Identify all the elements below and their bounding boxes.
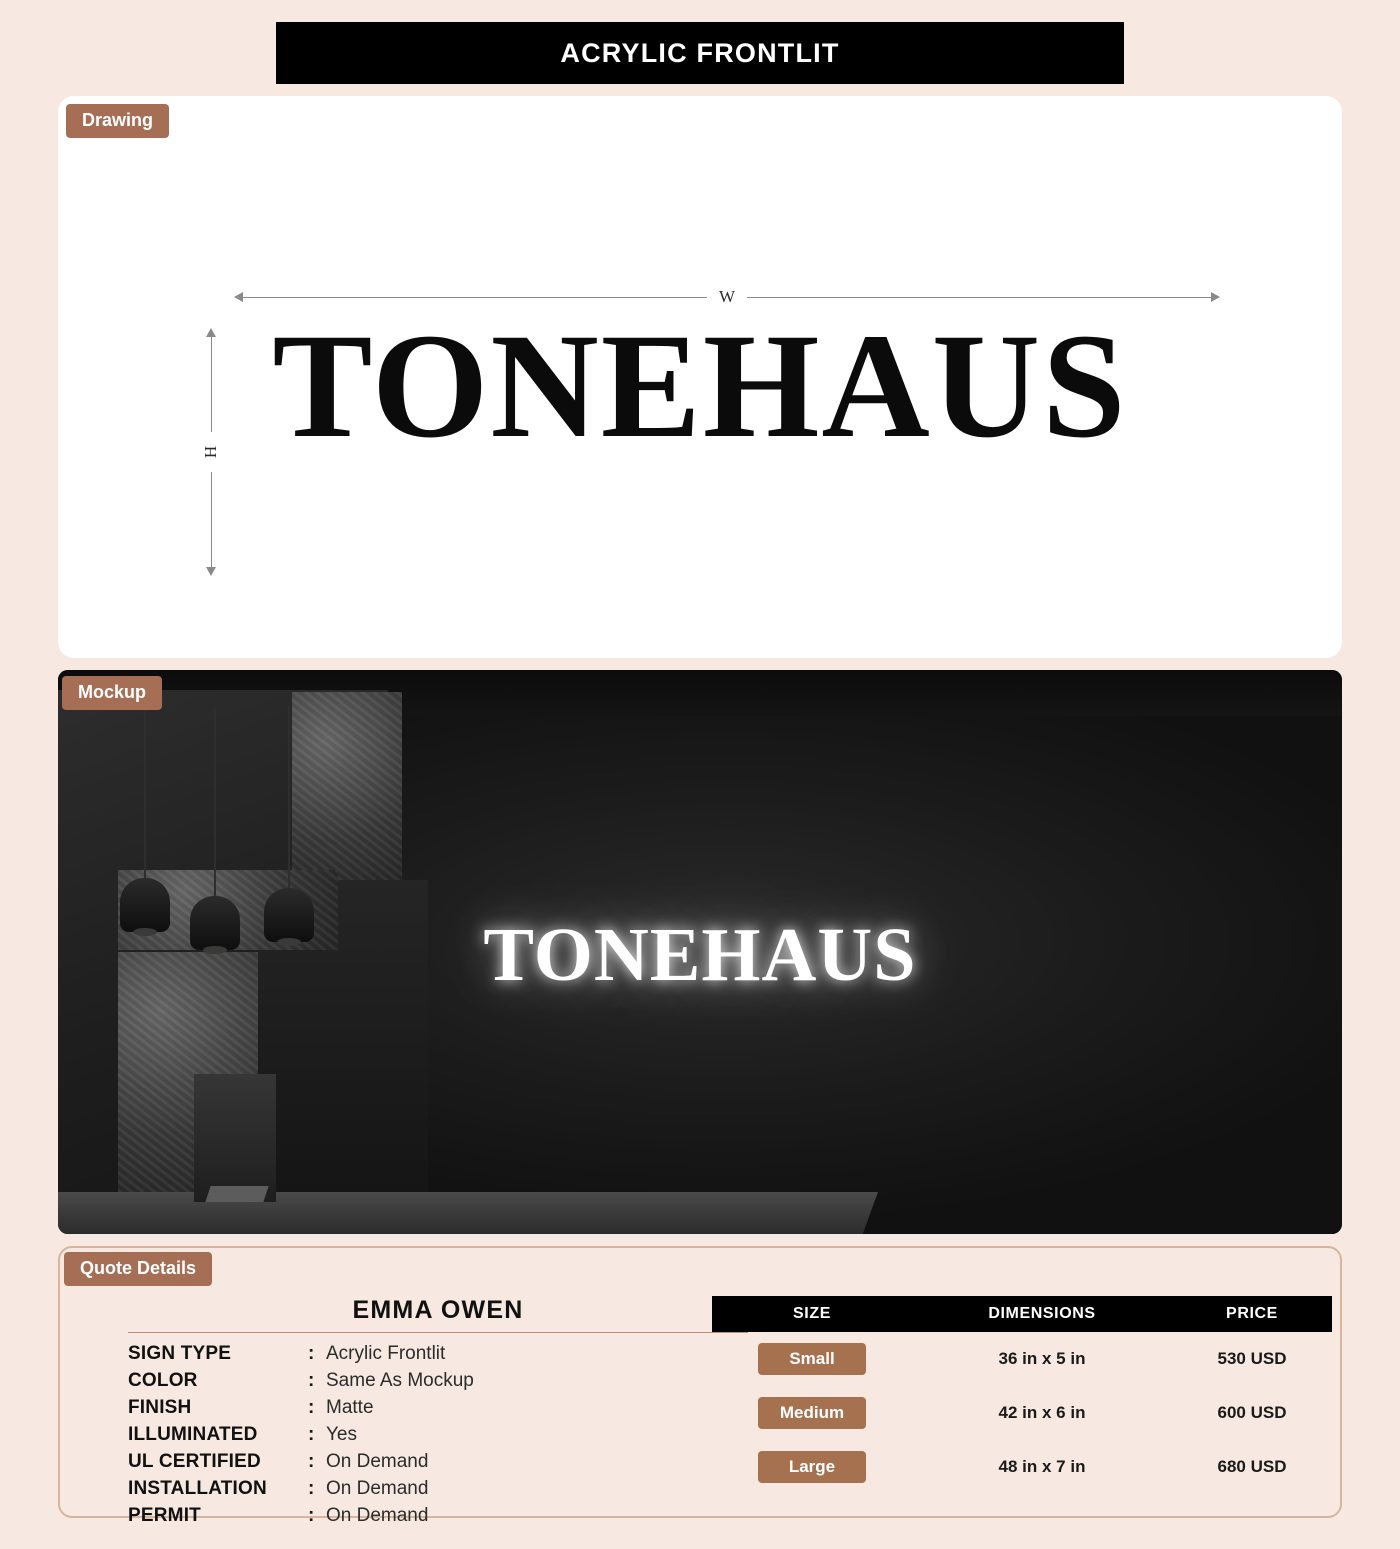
drawing-section-tab: Drawing	[66, 104, 169, 138]
spec-row	[128, 1421, 748, 1448]
spec-value: Yes	[326, 1424, 357, 1445]
width-dimension-label: W	[718, 287, 736, 306]
pricing-table	[712, 1296, 1332, 1494]
spec-value: Acrylic Frontlit	[326, 1343, 446, 1364]
lamp-cord	[144, 706, 146, 878]
width-arrow-left-icon	[234, 292, 243, 302]
spec-colon: :	[308, 1424, 315, 1445]
page-title: ACRYLIC FRONTLIT	[560, 37, 840, 68]
column-header-size: SIZE	[793, 1305, 831, 1322]
width-arrow-right-icon	[1211, 292, 1220, 302]
width-line-right	[747, 297, 1211, 298]
size-cell	[712, 1343, 912, 1375]
mockup-counter	[194, 1074, 276, 1202]
customer-name: EMMA OWEN	[128, 1296, 748, 1333]
price-cell: 530 USD	[1217, 1349, 1287, 1368]
table-row	[712, 1386, 1332, 1440]
dimensions-cell: 36 in x 5 in	[998, 1349, 1086, 1368]
lamp-cord	[288, 706, 290, 888]
spec-colon: :	[308, 1451, 315, 1472]
spec-label: SIGN TYPE	[128, 1343, 232, 1364]
mockup-section-tab: Mockup	[62, 676, 162, 710]
price-cell: 600 USD	[1217, 1403, 1287, 1422]
spec-row	[128, 1475, 748, 1502]
mockup-counter-base	[205, 1186, 268, 1202]
height-dimension-label: H	[201, 445, 220, 459]
spec-colon: :	[308, 1343, 315, 1364]
page-header	[276, 22, 1124, 84]
spec-row	[128, 1448, 748, 1475]
spec-list	[128, 1340, 748, 1529]
spec-row	[128, 1394, 748, 1421]
spec-colon: :	[308, 1478, 315, 1499]
spec-label: COLOR	[128, 1370, 198, 1391]
quote-details-panel	[58, 1246, 1342, 1526]
size-badge-small: Small	[758, 1343, 866, 1375]
spec-label: ILLUMINATED	[128, 1424, 258, 1445]
width-line-left	[243, 297, 707, 298]
size-cell	[712, 1397, 912, 1429]
lamp-cord	[214, 706, 216, 896]
mockup-floor	[58, 1192, 878, 1234]
spec-label: FINISH	[128, 1397, 192, 1418]
spec-value: On Demand	[326, 1451, 429, 1472]
drawing-logo-text: TONEHAUS	[272, 303, 1128, 469]
dimensions-cell: 42 in x 6 in	[998, 1403, 1086, 1422]
drawing-canvas	[58, 96, 1342, 658]
spec-colon: :	[308, 1397, 315, 1418]
spec-value: On Demand	[326, 1478, 429, 1499]
spec-value: Same As Mockup	[326, 1370, 474, 1391]
spec-label: INSTALLATION	[128, 1478, 267, 1499]
spec-row	[128, 1367, 748, 1394]
size-badge-large: Large	[758, 1451, 866, 1483]
spec-colon: :	[308, 1370, 315, 1391]
mockup-stone-panel-a	[292, 692, 402, 888]
column-header-dimensions: DIMENSIONS	[988, 1305, 1096, 1322]
spec-label: UL CERTIFIED	[128, 1451, 261, 1472]
spec-label: PERMIT	[128, 1505, 201, 1526]
spec-row	[128, 1502, 748, 1529]
spec-row	[128, 1340, 748, 1367]
height-line-bottom	[211, 472, 212, 567]
price-cell: 680 USD	[1217, 1457, 1287, 1476]
height-arrow-bottom-icon	[206, 567, 216, 576]
spec-value: Matte	[326, 1397, 374, 1418]
quote-details-tab: Quote Details	[64, 1252, 212, 1286]
size-badge-medium: Medium	[758, 1397, 866, 1429]
table-row	[712, 1440, 1332, 1494]
pricing-table-header	[712, 1296, 1332, 1332]
drawing-panel	[58, 96, 1342, 658]
spec-colon: :	[308, 1505, 315, 1526]
column-header-price: PRICE	[1226, 1305, 1278, 1322]
table-row	[712, 1332, 1332, 1386]
size-cell	[712, 1451, 912, 1483]
dimensions-cell: 48 in x 7 in	[998, 1457, 1086, 1476]
mockup-panel	[58, 670, 1342, 1234]
spec-value: On Demand	[326, 1505, 429, 1526]
mockup-illuminated-sign-text: TONEHAUS	[483, 913, 917, 997]
